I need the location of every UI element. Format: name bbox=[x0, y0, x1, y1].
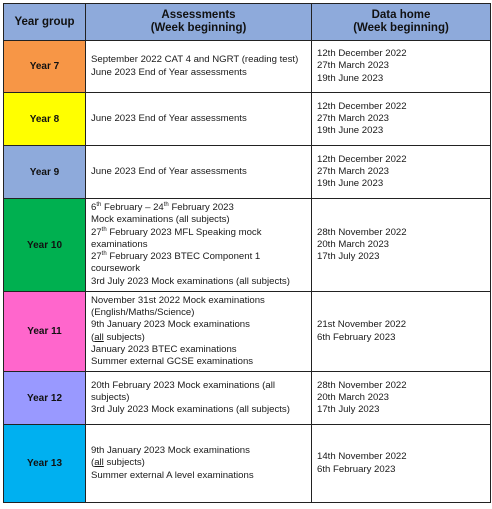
year-9-assessments bbox=[86, 146, 312, 199]
assessment-line: 3rd July 2023 Mock examinations (all subjects) bbox=[91, 404, 290, 416]
data-home-date: 17th July 2023 bbox=[317, 251, 380, 263]
assessment-line: 6th February – 24th February 2023 bbox=[91, 202, 234, 214]
year-9-data-home bbox=[312, 146, 491, 199]
data-home-date: 6th February 2023 bbox=[317, 331, 396, 343]
year-8-cell: Year 8 bbox=[4, 93, 86, 146]
assessment-line: 9th January 2023 Mock examinations bbox=[91, 445, 250, 457]
assessment-line: (English/Maths/Science) bbox=[91, 307, 195, 319]
assessment-line: Summer external A level examinations bbox=[91, 469, 254, 481]
assessment-line: subjects) bbox=[91, 391, 130, 403]
year-10-cell: Year 10 bbox=[4, 199, 86, 292]
header-assessments bbox=[86, 4, 312, 41]
assessment-schedule-table bbox=[3, 3, 491, 503]
year-11-cell: Year 11 bbox=[4, 292, 86, 372]
assessment-line: January 2023 BTEC examinations bbox=[91, 343, 237, 355]
year-13-data-home bbox=[312, 425, 491, 503]
year-7-cell: Year 7 bbox=[4, 41, 86, 93]
year-10-data-home bbox=[312, 199, 491, 292]
data-home-date: 12th December 2022 bbox=[317, 100, 407, 112]
assessment-line: November 31st 2022 Mock examinations bbox=[91, 294, 265, 306]
data-home-date: 20th March 2023 bbox=[317, 238, 389, 250]
year-7-data-home bbox=[312, 41, 491, 93]
data-home-date: 28th November 2022 bbox=[317, 379, 407, 391]
data-home-date: 17th July 2023 bbox=[317, 404, 380, 416]
data-home-date: 21st November 2022 bbox=[317, 319, 407, 331]
table-row-year-7 bbox=[4, 41, 491, 93]
data-home-date: 6th February 2023 bbox=[317, 463, 396, 475]
data-home-date: 19th June 2023 bbox=[317, 72, 384, 84]
assessment-line: examinations bbox=[91, 238, 148, 250]
assessment-line: Mock examinations (all subjects) bbox=[91, 214, 230, 226]
year-11-data-home bbox=[312, 292, 491, 372]
table-row-year-13 bbox=[4, 425, 491, 503]
data-home-date: 28th November 2022 bbox=[317, 226, 407, 238]
header-data-home-title: Data home bbox=[371, 9, 431, 21]
year-10-assessments bbox=[86, 199, 312, 292]
schedule-table-wrapper bbox=[3, 3, 490, 503]
assessment-line: Summer external GCSE examinations bbox=[91, 355, 254, 367]
assessment-line: (all subjects) bbox=[91, 331, 145, 343]
year-13-cell: Year 13 bbox=[4, 425, 86, 503]
assessment-line: 3rd July 2023 Mock examinations (all subjects) bbox=[91, 275, 290, 287]
assessment-line: 27th February 2023 BTEC Component 1 bbox=[91, 251, 261, 263]
year-8-data-home bbox=[312, 93, 491, 146]
header-data-home bbox=[312, 4, 491, 41]
header-year-group: Year group bbox=[4, 4, 86, 41]
year-12-assessments bbox=[86, 372, 312, 425]
data-home-date: 19th June 2023 bbox=[317, 178, 384, 190]
data-home-date: 27th March 2023 bbox=[317, 60, 389, 72]
year-12-cell: Year 12 bbox=[4, 372, 86, 425]
data-home-date: 27th March 2023 bbox=[317, 112, 389, 124]
table-row-year-12 bbox=[4, 372, 491, 425]
table-row-year-11 bbox=[4, 292, 491, 372]
table-row-year-8 bbox=[4, 93, 491, 146]
table-header-row bbox=[4, 4, 491, 41]
year-8-assessments bbox=[86, 93, 312, 146]
assessment-line: 20th February 2023 Mock examinations (all bbox=[91, 379, 275, 391]
table-row-year-9 bbox=[4, 146, 491, 199]
year-12-data-home bbox=[312, 372, 491, 425]
data-home-date: 19th June 2023 bbox=[317, 125, 384, 137]
data-home-date: 14th November 2022 bbox=[317, 451, 407, 463]
assessment-line: 9th January 2023 Mock examinations bbox=[91, 319, 250, 331]
header-data-home-subtitle: (Week beginning) bbox=[353, 22, 449, 34]
data-home-date: 12th December 2022 bbox=[317, 48, 407, 60]
year-13-assessments bbox=[86, 425, 312, 503]
assessment-line: (all subjects) bbox=[91, 457, 145, 469]
year-9-cell: Year 9 bbox=[4, 146, 86, 199]
assessment-line: 27th February 2023 MFL Speaking mock bbox=[91, 226, 262, 238]
assessment-line: June 2023 End of Year assessments bbox=[91, 165, 247, 177]
assessment-line: coursework bbox=[91, 263, 141, 275]
data-home-date: 20th March 2023 bbox=[317, 391, 389, 403]
header-assessments-title: Assessments bbox=[161, 9, 236, 21]
assessment-line: June 2023 End of Year assessments bbox=[91, 112, 247, 124]
table-row-year-10 bbox=[4, 199, 491, 292]
assessment-line: September 2022 CAT 4 and NGRT (reading test) bbox=[91, 54, 299, 66]
data-home-date: 12th December 2022 bbox=[317, 153, 407, 165]
data-home-date: 27th March 2023 bbox=[317, 165, 389, 177]
year-7-assessments bbox=[86, 41, 312, 93]
year-11-assessments bbox=[86, 292, 312, 372]
header-assessments-subtitle: (Week beginning) bbox=[150, 22, 247, 34]
assessment-line: June 2023 End of Year assessments bbox=[91, 66, 247, 78]
